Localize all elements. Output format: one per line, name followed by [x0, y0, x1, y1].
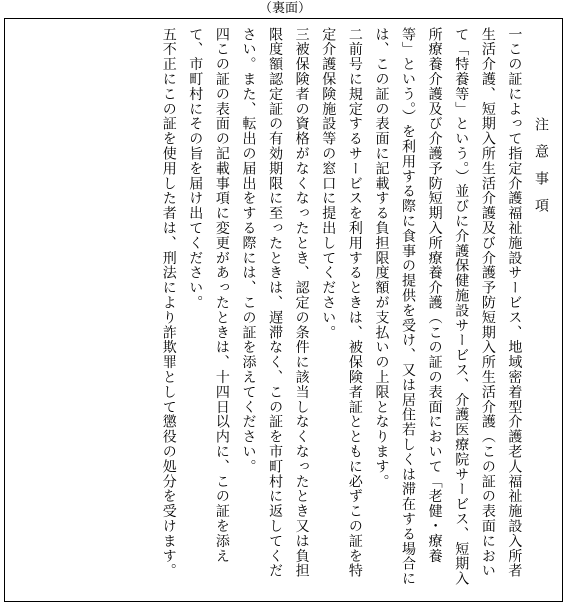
- notice-frame: [4, 18, 563, 602]
- item-3-text-1: 被保険者の資格がなくなったとき、認定の条件に該当しなくなったとき又は負担: [293, 41, 310, 579]
- item-4-line-1: [208, 27, 235, 591]
- item-2-line-1: [341, 27, 368, 591]
- item-5-line-1: [155, 27, 182, 591]
- item-1-text-5: 等」という。）を利用する際に食事の提供を受け、又は居住若しくは滞在する場合に: [400, 27, 417, 587]
- notice-heading: 注意事項: [533, 117, 549, 225]
- item-4-text-1: この証の表面の記載事項に変更があったときは、十四日以内に、この証を添え: [213, 41, 230, 564]
- item-1-text-2: 生活介護、短期入所生活介護及び介護予防短期入所生活介護（この証の表面におい: [479, 27, 496, 579]
- item-4-number: 四: [213, 27, 230, 42]
- item-5-number: 五: [160, 27, 177, 42]
- item-3-text-3: さい。また、転出の届出をする際には、この証を添えてください。: [240, 27, 257, 474]
- item-4-text-2: て、市町村にその旨を届け出てください。: [187, 27, 204, 311]
- item-1-line-2: [474, 27, 501, 591]
- item-1-line-4: [421, 27, 448, 591]
- item-1-line-6: [368, 27, 395, 591]
- item-2-number: 二: [346, 27, 363, 42]
- item-1-text-3: て「特養等」という。）並びに介護保健施設サービス、介護医療院サービス、短期入: [453, 27, 470, 587]
- item-1-line-5: [394, 27, 421, 591]
- item-3-line-1: [288, 27, 315, 591]
- item-3-line-2: [261, 27, 288, 591]
- item-4-line-2: [182, 27, 209, 591]
- item-1-line-3: [448, 27, 475, 591]
- item-1-text-6: は、この証の表面に記載する負担限度額が支払いの上限となります。: [373, 27, 390, 489]
- item-2-line-2: [315, 27, 342, 591]
- item-2-text-2: 定介護保険施設等の窓口に提出してください。: [320, 27, 337, 340]
- page-label: （裏面）: [258, 1, 311, 16]
- item-3-number: 三: [293, 27, 310, 42]
- item-1-line-1: [501, 27, 528, 591]
- item-1-number: 一: [506, 27, 523, 42]
- item-3-line-3: [235, 27, 262, 591]
- notice-body: [155, 27, 554, 591]
- item-1-text-1: この証によって指定介護福祉施設サービス、地域密着型介護老人福祉施設入所者: [506, 41, 523, 579]
- item-5-text-1: 不正にこの証を使用した者は、刑法により詐欺罪として懲役の処分を受けます。: [160, 41, 177, 579]
- item-1-text-4: 所療養介護及び介護予防短期入所療養介護（この証の表面において「老健・療養: [426, 27, 443, 564]
- item-3-text-2: 限度額認定証の有効期限に至ったときは、遅滞なく、この証を市町村に返してくだ: [267, 27, 284, 579]
- item-2-text-1: 前号に規定するサービスを利用するときは、被保険者証とともに必ずこの証を特: [346, 41, 363, 579]
